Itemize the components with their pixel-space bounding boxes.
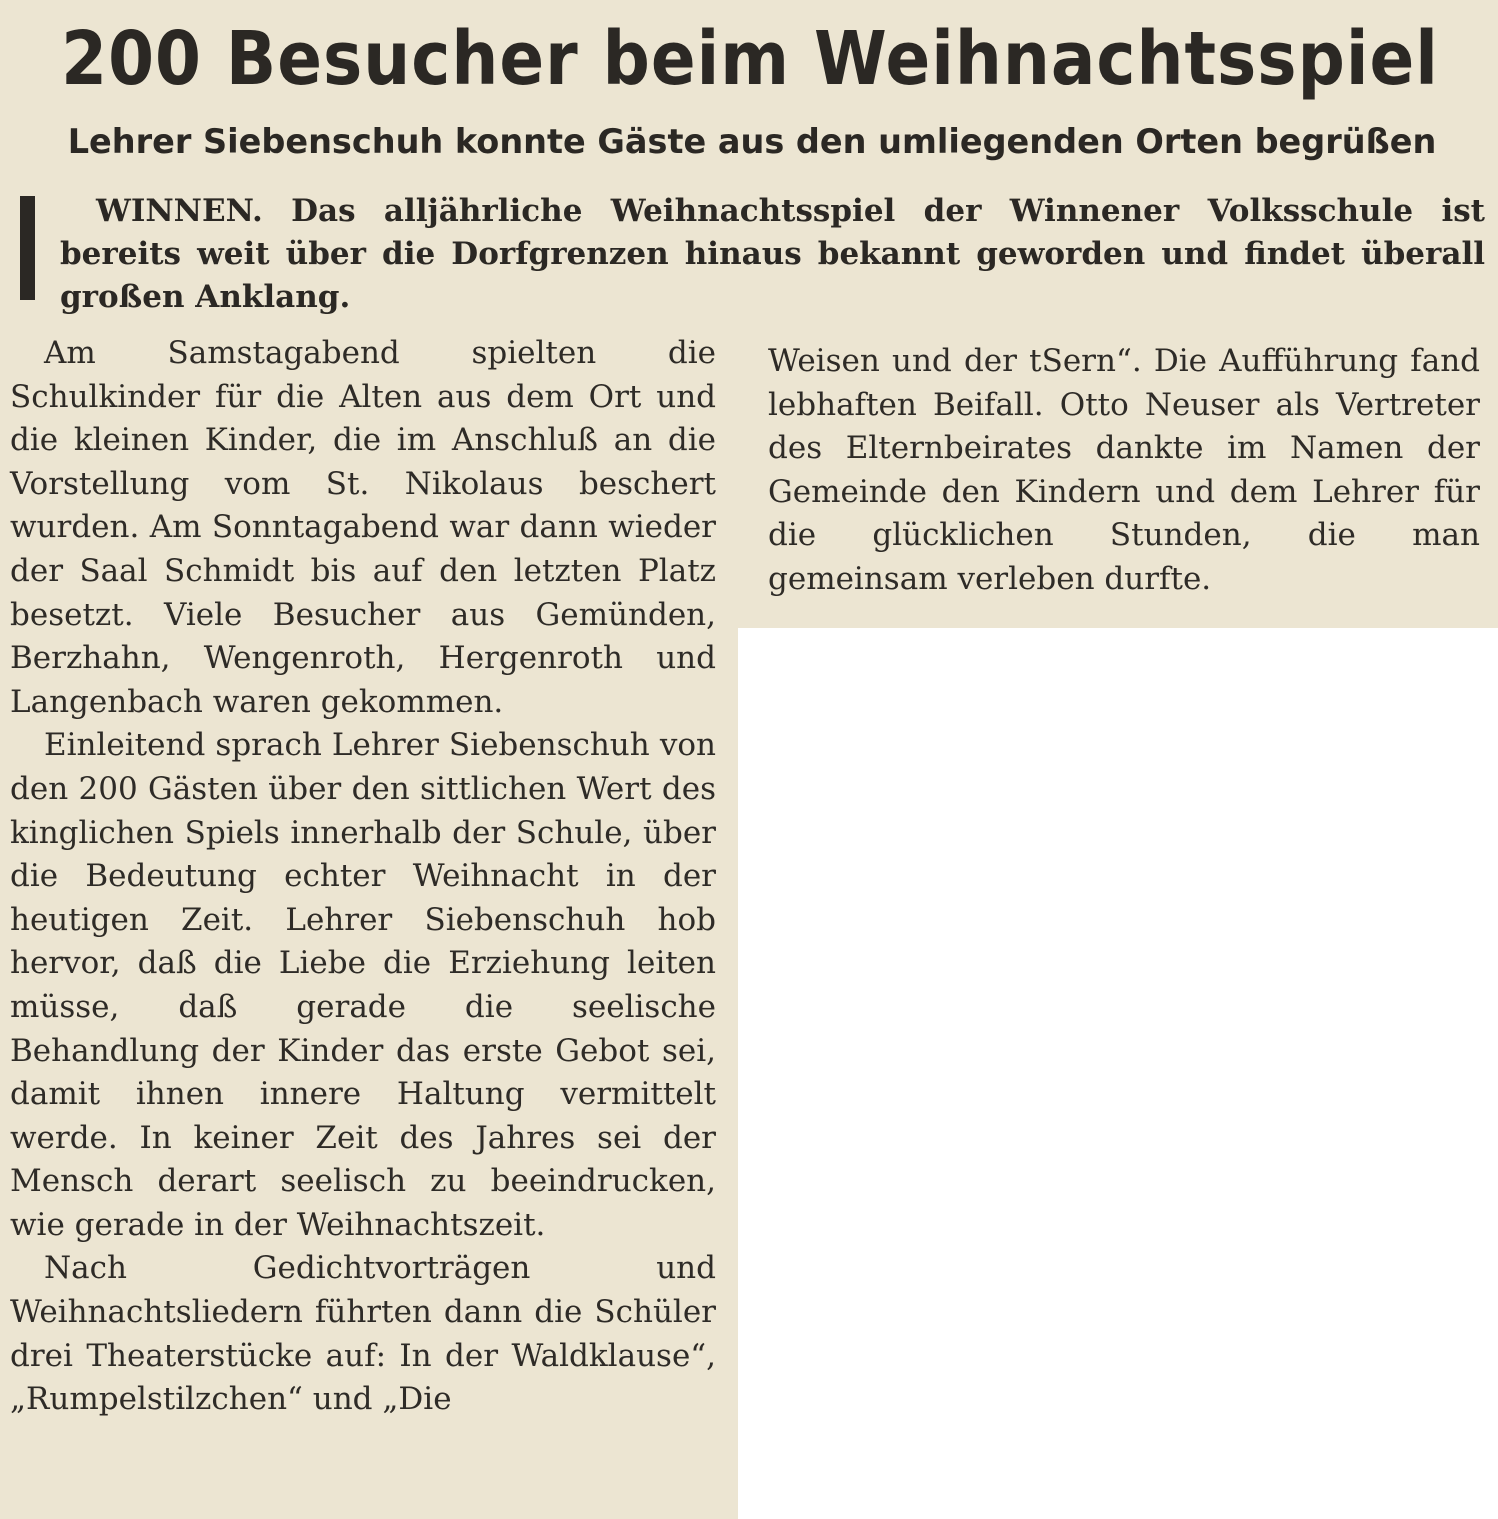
paragraph: Einleitend sprach Lehrer Siebenschuh von den 200 Gästen über den sittlichen Wert des kinglichen Spiels innerhalb der Schule, über die Bedeutung echter Weihnacht in der heutigen Zeit. Lehrer Siebenschuh hob hervor, daß die Liebe die Erziehung leiten müsse, daß gerade die seelische Behandlung der Kinder das erste Gebot sei, damit ihnen innere Haltung vermittelt werde. In keiner Zeit des Jahres sei der Mensch derart seelisch zu beeindrucken, wie gerade in der Weihnachtszeit. xyxy=(10,727,716,1243)
lead-paragraph: WINNEN. Das alljährliche Weihnachtsspiel der Winnener Volksschule ist bereits weit über die Dorfgrenzen hinaus bekannt geworden und findet überall großen Anklang. xyxy=(60,193,1485,315)
initial-bar xyxy=(20,196,35,300)
left-column xyxy=(10,332,716,1422)
paragraph: Am Samstagabend spielten die Schulkinder für die Alten aus dem Ort und die kleinen Kinder, die im Anschluß an die Vorstellung vom St. Nikolaus beschert wurden. Am Sonntagabend war dann wieder der Saal Schmidt bis auf den letzten Platz besetzt. Viele Besucher aus Gemünden, Berzhahn, Wengenroth, Hergenroth und Langenbach waren gekommen. xyxy=(10,335,716,720)
paragraph: Nach Gedichtvorträgen und Weihnachtsliedern führten dann die Schüler drei Theaterstücke auf: In der Waldklause“, „Rumpelstilzchen“ und „Die xyxy=(10,1250,716,1418)
paragraph: Weisen und der tSern“. Die Aufführung fand lebhaften Beifall. Otto Neuser als Vertreter des Elternbeirates dankte im Namen der Gemeinde den Kindern und dem Lehrer für die glücklichen Stunden, die man gemeinsam verleben durfte. xyxy=(768,343,1480,597)
right-column xyxy=(768,340,1480,602)
headline: 200 Besucher beim Weihnachtsspiel xyxy=(61,15,1439,103)
blank-area xyxy=(738,628,1498,1519)
subheadline: Lehrer Siebenschuh konnte Gäste aus den umliegenden Orten begrüßen xyxy=(67,122,1437,161)
